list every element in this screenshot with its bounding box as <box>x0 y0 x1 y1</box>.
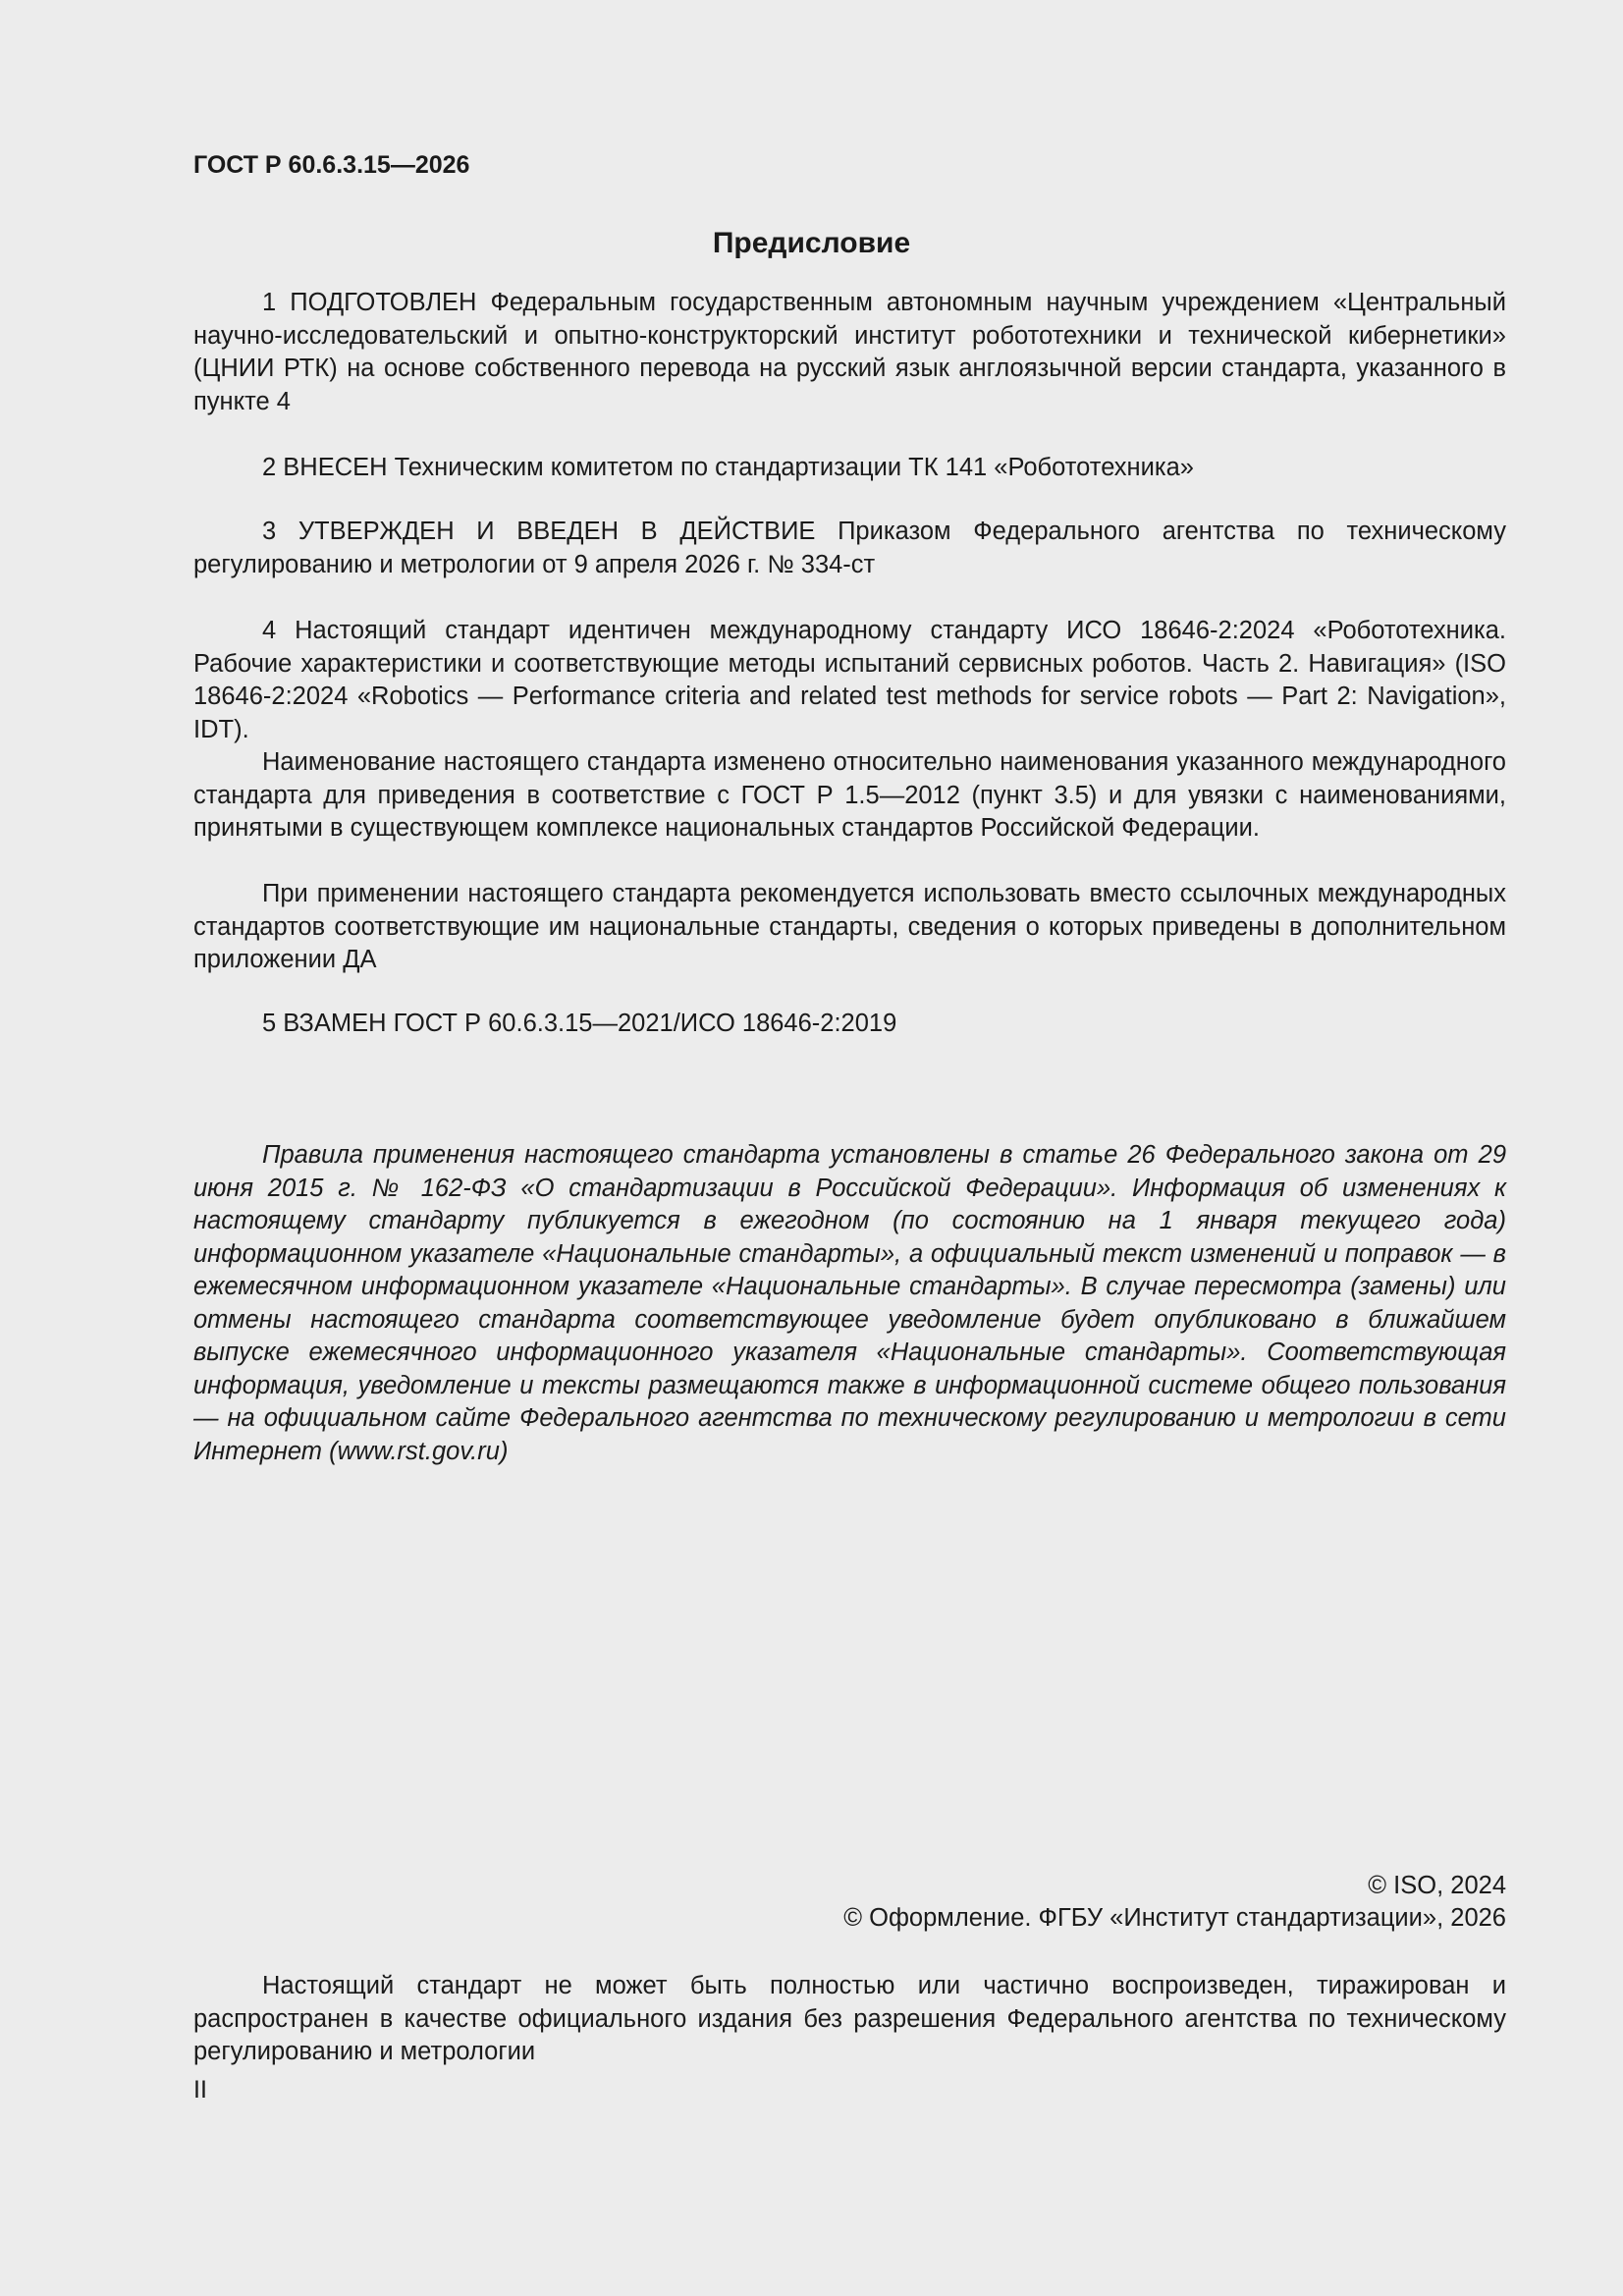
foreword-item-4-paragraph-3: При применении настоящего стандарта рекомендуется использовать вместо ссылочных международных стандартов соответствующие им национальные стандарты, сведения о которых приведены в дополнительном приложении ДА <box>193 880 1506 973</box>
foreword-item-4: 4 Настоящий стандарт идентичен международному стандарту ИСО 18646-2:2024 «Робототехника. Рабочие характеристики и соответствующие методы испытаний сервисных роботов. Часть 2. Навигация» (ISO 18646-2:2024 «Robotics — Performance criteria and related test methods for service robots — Part 2: Navigation», IDT). <box>193 617 1506 743</box>
foreword-item-3: 3 УТВЕРЖДЕН И ВВЕДЕН В ДЕЙСТВИЕ Приказом Федерального агентства по техническому регулированию и метрологии от 9 апреля 2026 г. № 334-ст <box>193 518 1506 578</box>
foreword-title: Предисловие <box>712 227 911 259</box>
document-code: ГОСТ Р 60.6.3.15—2026 <box>193 151 470 179</box>
rules-notice: Правила применения настоящего стандарта установлены в статье 26 Федерального закона от 29 июня 2015 г. № 162-ФЗ «О стандартизации в Российской Федерации». Информация об изменениях к настоящему стандарту публикуется в ежегодном (по состоянию на 1 января текущего года) информационном указателе «Национальные стандарты», а официальный текст изменений и поправок — в ежемесячном информационном указателе «Национальные стандарты». В случае пересмотра (замены) или отмены настоящего стандарта соответствующее уведомление будет опубликовано в ближайшем выпуске ежемесячного информационного указателя «Национальные стандарты». Соответствующая информация, уведомление и тексты размещаются также в информационной системе общего пользования — на официальном сайте Федерального агентства по техническому регулированию и метрологии в сети Интернет (www.rst.gov.ru) <box>193 1141 1506 1465</box>
reproduction-notice: Настоящий стандарт не может быть полностью или частично воспроизведен, тиражирован и распространен в качестве официального издания без разрешения Федерального агентства по техническому регулированию и метрологии <box>193 1972 1506 2065</box>
copyright-design: © Оформление. ФГБУ «Институт стандартизации», 2026 <box>843 1904 1506 1932</box>
foreword-item-4-paragraph-2: Наименование настоящего стандарта изменено относительно наименования указанного международного стандарта для приведения в соответствие с ГОСТ Р 1.5—2012 (пункт 3.5) и для увязки с наименованиями, принятыми в существующем комплексе национальных стандартов Российской Федерации. <box>193 748 1506 842</box>
foreword-item-5: 5 ВЗАМЕН ГОСТ Р 60.6.3.15—2021/ИСО 18646-2:2019 <box>262 1010 897 1037</box>
page-number: II <box>193 2076 207 2104</box>
copyright-iso: © ISO, 2024 <box>1368 1872 1506 1899</box>
foreword-item-1: 1 ПОДГОТОВЛЕН Федеральным государственным автономным научным учреждением «Центральный научно-исследовательский и опытно-конструкторский институт робототехники и технической кибернетики» (ЦНИИ РТК) на основе собственного перевода на русский язык англоязычной версии стандарта, указанного в пункте 4 <box>193 289 1506 415</box>
foreword-item-2: 2 ВНЕСЕН Техническим комитетом по стандартизации ТК 141 «Робототехника» <box>262 454 1194 481</box>
